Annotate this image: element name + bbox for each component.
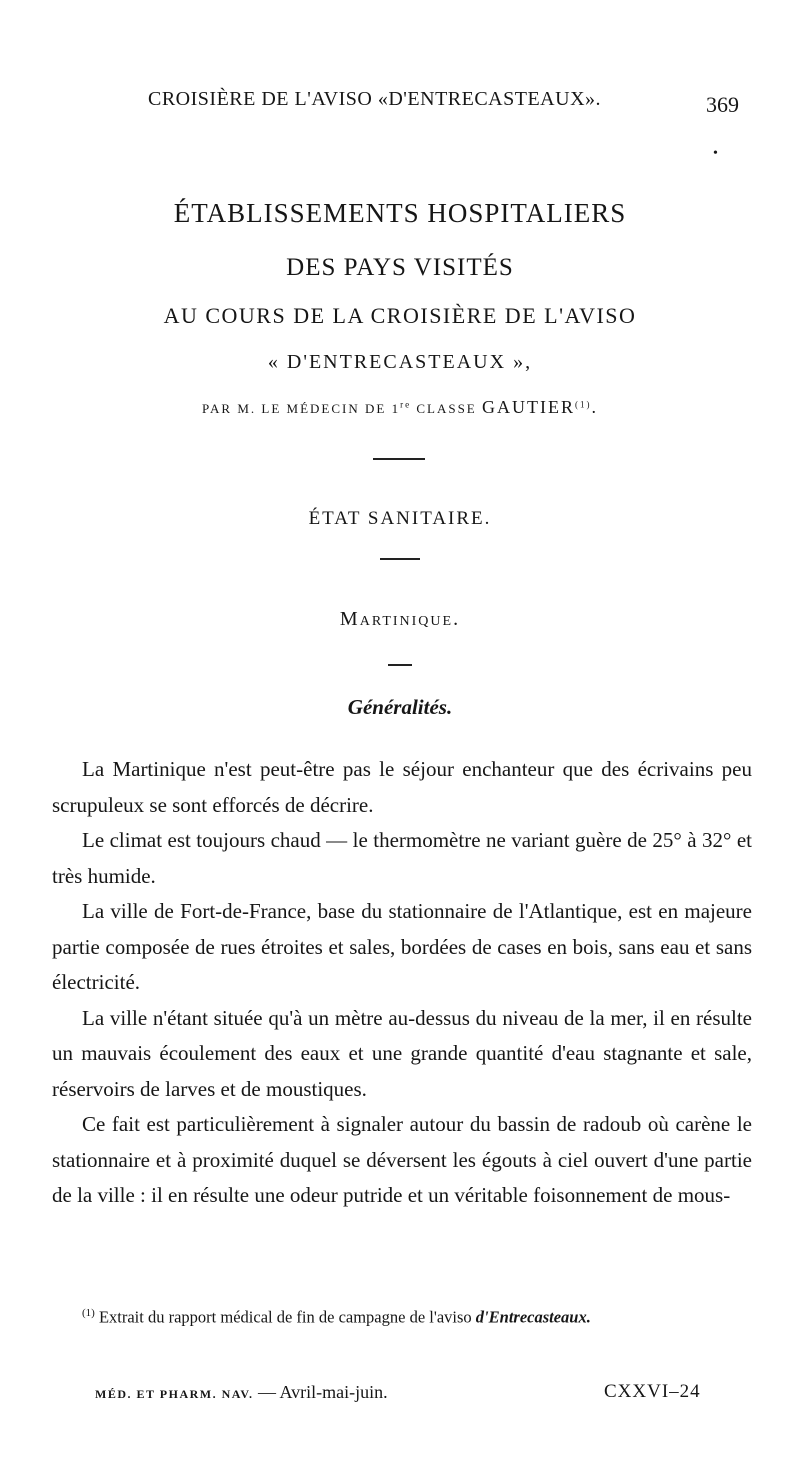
paragraph: Le climat est toujours chaud — le thermomètre ne variant guère de 25° à 32° et très humide. <box>52 828 752 888</box>
paragraph: La Martinique n'est peut-être pas le séjour enchanteur que des écrivains peu scrupuleux se sont efforcés de décrire. <box>52 757 752 817</box>
subsection-heading: Martinique. <box>339 608 461 630</box>
running-head: CROISIÈRE DE L'AVISO «D'ENTRECASTEAUX». <box>148 88 602 110</box>
footnote-marker: (1) <box>82 1307 95 1319</box>
byline-class: CLASSE <box>411 401 482 416</box>
divider-3 <box>388 664 412 666</box>
subsubsection-heading: Généralités. <box>347 695 453 719</box>
paragraph: La ville de Fort-de-France, base du stationnaire de l'Atlantique, est en majeure partie composée de rues étroites et sales, bordées de cases en bois, sans eau et sans électricité. <box>52 899 752 994</box>
footer-abbrev: MÉD. ET PHARM. NAV. <box>95 1387 254 1401</box>
byline-sup: re <box>400 399 412 410</box>
footnote-italic: d'Entrecasteaux. <box>475 1307 591 1327</box>
paragraph: Ce fait est particulièrement à signaler autour du bassin de radoub où carène le stationnaire et à proximité duquel se déversent les égouts à ciel ouvert d'une partie de la ville : il en résulte une odeur putride et un véritable foisonnement de mous- <box>52 1112 752 1207</box>
paragraph: La ville n'étant située qu'à un mètre au-dessus du niveau de la mer, il en résulte un mauvais écoulement des eaux et une grande quantité d'eau stagnante et sale, réservoirs de larves et de moustiques. <box>52 1005 752 1101</box>
footer-left <box>95 1382 388 1403</box>
title-line-3: AU COURS DE LA CROISIÈRE DE L'AVISO <box>163 303 637 328</box>
body-text <box>52 752 752 1214</box>
page-number: 369 <box>706 92 739 117</box>
section-heading: ÉTAT SANITAIRE. <box>308 508 492 529</box>
byline-prefix: PAR M. LE MÉDECIN DE 1 <box>202 401 401 416</box>
title-line-1: ÉTABLISSEMENTS HOSPITALIERS <box>173 198 627 228</box>
footnote <box>52 1298 752 1333</box>
footnote-text: Extrait du rapport médical de fin de campagne de l'aviso <box>94 1307 476 1327</box>
author-name: GAUTIER <box>482 397 575 417</box>
divider-2 <box>380 558 420 560</box>
footer-issue: — Avril-mai-juin. <box>253 1382 388 1402</box>
title-line-4: « D'ENTRECASTEAUX », <box>267 351 533 373</box>
divider-1 <box>373 458 425 460</box>
ink-dot: • <box>713 146 718 161</box>
byline-footnote-ref: (1) <box>575 399 592 410</box>
byline-end: . <box>591 397 598 417</box>
title-line-2: DES PAYS VISITÉS <box>286 254 514 281</box>
footer-signature: CXXVI–24 <box>604 1381 701 1402</box>
byline <box>0 397 800 418</box>
